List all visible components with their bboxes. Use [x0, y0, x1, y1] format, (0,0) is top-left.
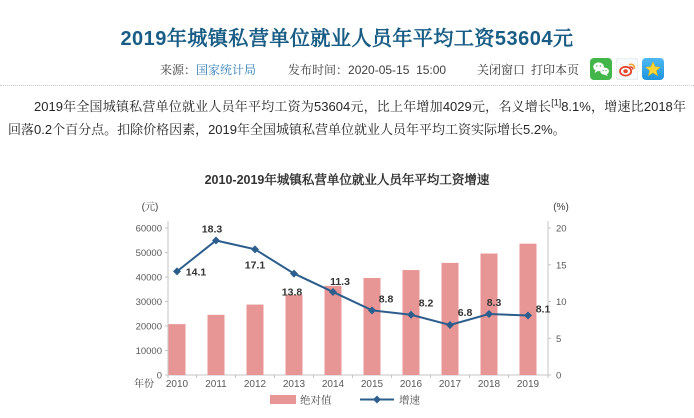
svg-text:2019: 2019 — [516, 379, 540, 390]
svg-text:50000: 50000 — [135, 248, 162, 259]
close-window-link[interactable]: 关闭窗口 — [477, 63, 526, 77]
separator — [0, 85, 694, 86]
svg-text:8.3: 8.3 — [486, 296, 502, 309]
svg-text:30000: 30000 — [135, 297, 162, 308]
svg-text:2015: 2015 — [360, 379, 384, 390]
svg-text:绝对值: 绝对值 — [300, 394, 332, 407]
svg-text:2018: 2018 — [477, 379, 501, 390]
svg-text:10000: 10000 — [135, 346, 162, 357]
page-title: 2019年城镇私营单位就业人员年平均工资53604元 — [120, 28, 574, 51]
svg-text:0: 0 — [556, 370, 562, 382]
svg-text:年份: 年份 — [134, 379, 154, 390]
svg-text:6.8: 6.8 — [457, 307, 473, 320]
svg-text:5: 5 — [556, 333, 562, 345]
svg-text:(%): (%) — [553, 202, 569, 213]
article-paragraph — [8, 96, 686, 142]
publish-time-field — [288, 61, 446, 78]
svg-text:2016: 2016 — [399, 379, 423, 390]
svg-text:20000: 20000 — [135, 321, 162, 333]
source-link[interactable]: 国家统计局 — [196, 63, 257, 77]
svg-text:10: 10 — [556, 297, 567, 308]
bar-2019 — [520, 244, 537, 375]
bar-2017 — [442, 263, 459, 375]
weibo-icon[interactable] — [616, 58, 638, 80]
legend-bar-swatch — [270, 395, 296, 404]
bar-2013 — [286, 295, 303, 375]
bar-2012 — [247, 305, 264, 375]
bar-2014 — [325, 286, 342, 375]
svg-text:8.2: 8.2 — [418, 297, 434, 310]
svg-text:8.1: 8.1 — [535, 303, 551, 316]
source-field — [160, 61, 256, 78]
svg-text:15: 15 — [556, 260, 567, 272]
svg-text:2010: 2010 — [165, 379, 189, 390]
svg-text:2017: 2017 — [438, 379, 462, 390]
qzone-icon[interactable] — [642, 58, 664, 80]
svg-text:40000: 40000 — [135, 272, 162, 284]
svg-text:13.8: 13.8 — [281, 286, 303, 299]
para-text-1: 2019年全国城镇私营单位就业人员年平均工资为53604元，比上年增加4029元，名义增长 — [34, 99, 552, 114]
publish-label: 发布时间： — [288, 63, 349, 77]
svg-text:2011: 2011 — [205, 379, 227, 390]
legend-line-marker — [373, 396, 381, 404]
wage-chart — [128, 194, 688, 416]
svg-text:14.1: 14.1 — [185, 266, 207, 279]
source-label: 来源： — [160, 63, 197, 77]
svg-text:2012: 2012 — [243, 379, 267, 390]
wechat-icon[interactable] — [590, 58, 612, 80]
svg-text:2013: 2013 — [282, 379, 306, 390]
bar-2011 — [208, 315, 225, 375]
svg-text:17.1: 17.1 — [244, 259, 266, 272]
bar-2010 — [169, 324, 186, 375]
bar-2016 — [403, 270, 420, 375]
svg-text:60000: 60000 — [135, 223, 162, 235]
svg-text:0: 0 — [156, 370, 162, 382]
svg-text:18.3: 18.3 — [201, 223, 223, 236]
svg-text:2014: 2014 — [321, 379, 345, 390]
svg-text:20: 20 — [556, 223, 567, 235]
para-text-2: 8.1%，增速比2018年回落0.2个百分点。扣除价格因素，2019年全国城镇私营单位就业人员年平均工资实际增长5.2%。 — [8, 99, 686, 137]
svg-text:增速: 增速 — [399, 394, 420, 407]
print-page-link[interactable]: 打印本页 — [531, 63, 580, 77]
meta-row — [0, 56, 694, 82]
footnote-ref[interactable]: [1] — [551, 97, 562, 108]
svg-text:8.8: 8.8 — [378, 293, 394, 306]
svg-text:(元): (元) — [141, 202, 159, 213]
svg-text:11.3: 11.3 — [330, 275, 350, 288]
chart-title: 2010-2019年城镇私营单位就业人员年平均工资增速 — [204, 173, 490, 187]
share-icons — [590, 58, 664, 80]
publish-value: 2020-05-15 15:00 — [348, 63, 447, 77]
